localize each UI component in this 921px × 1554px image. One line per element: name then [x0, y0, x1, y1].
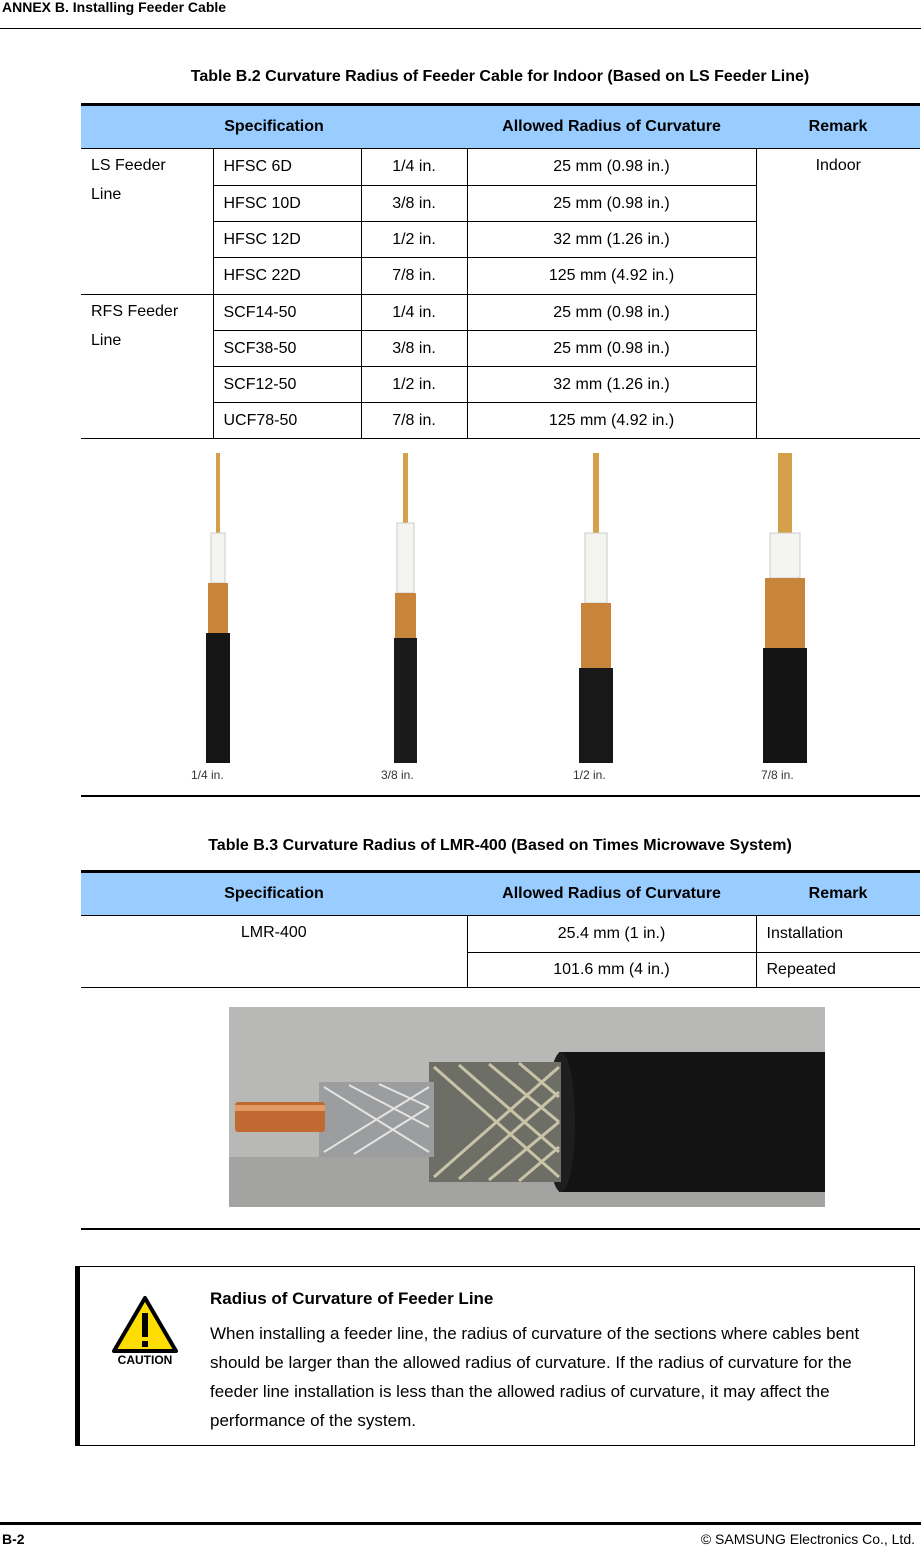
model-cell: SCF14-50 — [213, 295, 361, 331]
table-header-row — [81, 872, 920, 916]
group-name-line1: RFS Feeder — [91, 303, 179, 320]
radius-cell: 25.4 mm (1 in.) — [467, 916, 756, 953]
copyright: © SAMSUNG Electronics Co., Ltd. — [700, 1531, 915, 1547]
model-cell: HFSC 10D — [213, 186, 361, 222]
radius-cell: 25 mm (0.98 in.) — [467, 186, 756, 222]
model-cell: HFSC 22D — [213, 258, 361, 295]
cable-seven-eighths-inch-image — [756, 453, 816, 773]
header-remark: Remark — [756, 105, 920, 149]
page-header — [0, 0, 921, 29]
caution-title: Radius of Curvature of Feeder Line — [210, 1289, 494, 1308]
table-b3 — [81, 870, 920, 988]
header-specification: Specification — [81, 105, 467, 149]
model-cell: UCF78-50 — [213, 403, 361, 439]
radius-cell: 25 mm (0.98 in.) — [467, 331, 756, 367]
remark-indoor: Indoor — [756, 149, 920, 439]
group-name-line1: LS Feeder — [91, 157, 166, 174]
radius-cell: 125 mm (4.92 in.) — [467, 403, 756, 439]
table-row — [81, 916, 920, 953]
cable-label: 1/4 in. — [191, 768, 224, 782]
caution-icon-label: CAUTION — [117, 1353, 173, 1367]
model-cell: HFSC 12D — [213, 222, 361, 258]
lmr400-photo-area — [81, 988, 920, 1230]
feeder-cable-photos — [81, 438, 920, 797]
cable-quarter-inch-image — [199, 453, 239, 773]
cable-three-eighths-inch-image — [386, 453, 426, 773]
cable-label: 7/8 in. — [761, 768, 794, 782]
group-ls-feeder — [81, 149, 213, 295]
header-title: ANNEX B. Installing Feeder Cable — [2, 0, 227, 15]
caution-box — [75, 1266, 915, 1446]
table-b2 — [81, 103, 920, 439]
cable-label: 3/8 in. — [381, 768, 414, 782]
spec-lmr400: LMR-400 — [81, 916, 467, 988]
size-cell: 1/2 in. — [361, 367, 467, 403]
model-cell: HFSC 6D — [213, 149, 361, 186]
radius-cell: 25 mm (0.98 in.) — [467, 149, 756, 186]
table-row — [81, 149, 920, 186]
group-name-line2: Line — [91, 186, 122, 203]
cable-half-inch-image — [571, 453, 621, 773]
remark-cell: Installation — [756, 916, 920, 953]
size-cell: 7/8 in. — [361, 258, 467, 295]
lmr400-cable-image — [229, 1007, 825, 1207]
size-cell: 3/8 in. — [361, 186, 467, 222]
page-number: B-2 — [2, 1531, 25, 1547]
size-cell: 1/4 in. — [361, 149, 467, 186]
size-cell: 3/8 in. — [361, 331, 467, 367]
size-cell: 7/8 in. — [361, 403, 467, 439]
table-b3-caption: Table B.3 Curvature Radius of LMR-400 (Based on Times Microwave System) — [208, 837, 792, 854]
header-allowed-radius: Allowed Radius of Curvature — [467, 105, 756, 149]
header-remark: Remark — [756, 872, 920, 916]
table-b2-caption: Table B.2 Curvature Radius of Feeder Cable for Indoor (Based on LS Feeder Line) — [190, 68, 810, 85]
caution-text: When installing a feeder line, the radius of curvature of the sections where cables bent should be larger than the allowed radius of curvature. If the radius of curvature for the feeder line installation is less than the allowed radius of curvature, it may affect the performance of the system. — [210, 1324, 860, 1430]
radius-cell: 32 mm (1.26 in.) — [467, 222, 756, 258]
cable-label: 1/2 in. — [573, 768, 606, 782]
radius-cell: 25 mm (0.98 in.) — [467, 295, 756, 331]
header-allowed-radius: Allowed Radius of Curvature — [467, 872, 756, 916]
page-footer — [0, 1522, 921, 1554]
size-cell: 1/4 in. — [361, 295, 467, 331]
remark-cell: Repeated — [756, 953, 920, 988]
radius-cell: 125 mm (4.92 in.) — [467, 258, 756, 295]
radius-cell: 101.6 mm (4 in.) — [467, 953, 756, 988]
group-name-line2: Line — [91, 332, 122, 349]
table-header-row — [81, 105, 920, 149]
size-cell: 1/2 in. — [361, 222, 467, 258]
model-cell: SCF38-50 — [213, 331, 361, 367]
group-rfs-feeder — [81, 295, 213, 439]
radius-cell: 32 mm (1.26 in.) — [467, 367, 756, 403]
header-specification: Specification — [81, 872, 467, 916]
model-cell: SCF12-50 — [213, 367, 361, 403]
